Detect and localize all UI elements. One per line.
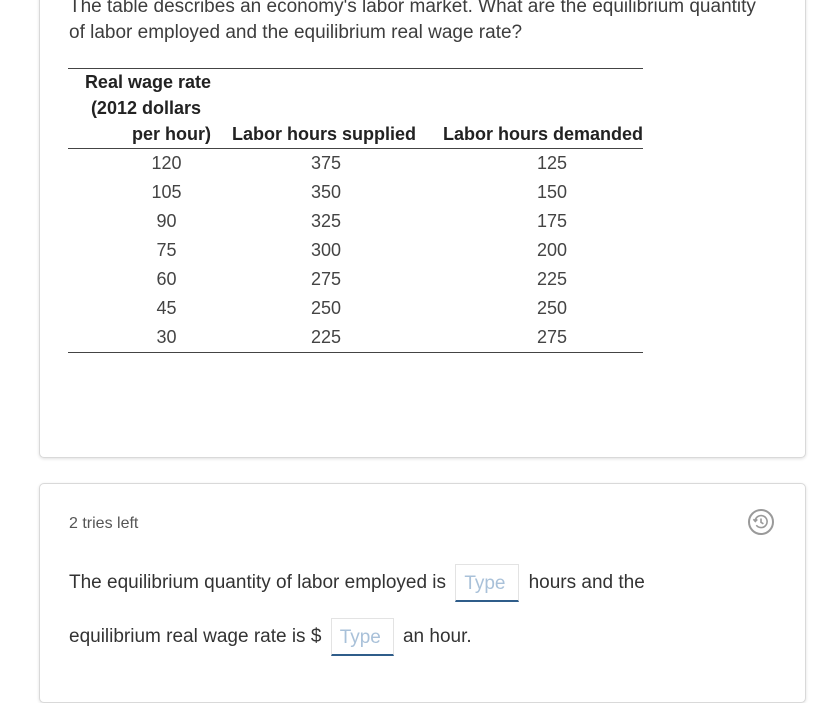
demanded-cell: 250 [536, 298, 568, 318]
wage-cell: 30 [156, 327, 177, 347]
supplied-cell: 350 [310, 182, 342, 202]
labor-market-table [68, 68, 643, 353]
demanded-cell: 200 [536, 240, 568, 260]
supplied-cell: 250 [310, 298, 342, 318]
answer-line1-before: The equilibrium quantity of labor employed is [69, 572, 447, 593]
demanded-cell: 125 [536, 153, 568, 173]
table-row [68, 178, 643, 207]
quantity-answer-input[interactable]: Type [455, 564, 519, 602]
answer-card [39, 483, 806, 703]
demanded-cell: 150 [536, 182, 568, 202]
answer-line2-after: an hour. [402, 626, 472, 647]
answer-line-2 [69, 618, 472, 656]
header-labor-demanded: Labor hours demanded [418, 69, 643, 149]
supplied-cell: 325 [310, 211, 342, 231]
header-labor-supplied: Labor hours supplied [213, 69, 418, 149]
table-row [68, 149, 643, 179]
supplied-cell: 225 [310, 327, 342, 347]
header-real-wage-line2: (2012 dollars [90, 98, 201, 118]
header-real-wage [68, 69, 213, 149]
wage-answer-input[interactable]: Type [331, 618, 394, 656]
supplied-cell: 375 [310, 153, 342, 173]
answer-line2-before: equilibrium real wage rate is $ [69, 626, 322, 647]
wage-cell: 75 [156, 240, 177, 260]
wage-cell: 60 [156, 269, 177, 289]
supplied-cell: 300 [310, 240, 342, 260]
header-real-wage-line1: Real wage rate [84, 72, 211, 92]
table-row [68, 207, 643, 236]
question-text: The table describes an economy's labor market. What are the equilibrium quantity of labor employed and the equilibrium real wage rate? [69, 0, 756, 43]
demanded-cell: 275 [536, 327, 568, 347]
wage-cell: 120 [151, 153, 182, 173]
supplied-cell: 275 [310, 269, 342, 289]
question-card [39, 0, 806, 458]
table-row [68, 294, 643, 323]
history-icon[interactable] [748, 509, 774, 535]
tries-left: 2 tries left [69, 515, 139, 532]
wage-cell: 45 [156, 298, 177, 318]
demanded-cell: 175 [536, 211, 568, 231]
answer-line-1 [69, 564, 645, 602]
wage-cell: 90 [156, 211, 177, 231]
table-row [68, 323, 643, 353]
answer-line1-after: hours and the [528, 572, 645, 593]
demanded-cell: 225 [536, 269, 568, 289]
table-row [68, 265, 643, 294]
header-real-wage-line3: per hour) [132, 124, 211, 144]
wage-cell: 105 [151, 182, 182, 202]
history-icon-glyph [750, 511, 772, 533]
table-row [68, 236, 643, 265]
